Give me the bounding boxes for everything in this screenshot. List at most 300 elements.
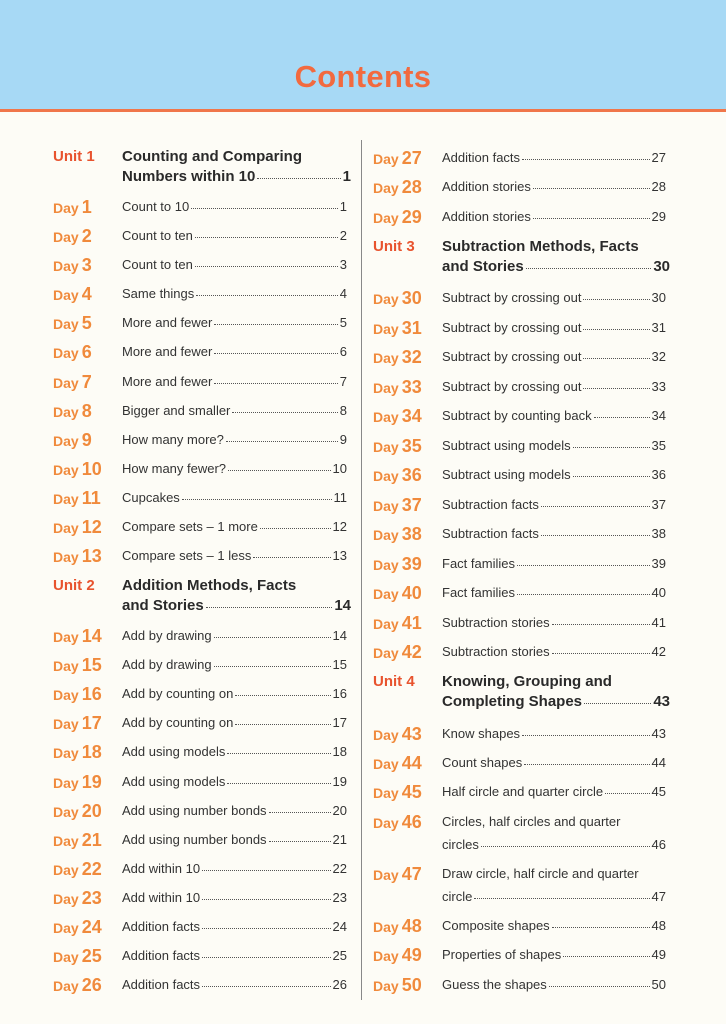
entry-title-line1: Draw circle, half circle and quarter [442, 866, 639, 881]
day-number: 28 [401, 177, 422, 197]
entry-title-text: Subtract by counting back [442, 408, 592, 423]
day-label [373, 554, 422, 575]
day-number: 16 [81, 684, 102, 704]
day-word: Day [373, 151, 399, 167]
entry-title-text: Add by counting on [122, 686, 234, 701]
page-number: 2 [339, 228, 347, 243]
day-word: Day [373, 586, 399, 602]
toc-day-entry[interactable] [0, 724, 726, 754]
day-number: 43 [401, 724, 422, 744]
page-number: 23 [332, 890, 347, 905]
page-number: 3 [339, 257, 347, 272]
page-number: 20 [332, 803, 347, 818]
leader-dots [583, 357, 649, 359]
day-word: Day [53, 491, 79, 507]
page-number: 30 [651, 290, 666, 305]
entry-title-text: Addition facts [122, 919, 201, 934]
day-number: 40 [401, 583, 422, 603]
day-number: 6 [81, 342, 92, 362]
day-word: Day [373, 919, 399, 935]
entry-title [442, 497, 666, 512]
day-word: Day [373, 498, 399, 514]
day-number: 37 [401, 495, 422, 515]
entry-title-text: Subtract using models [442, 467, 571, 482]
toc-day-entry[interactable] [0, 436, 726, 466]
day-number: 33 [401, 377, 422, 397]
entry-title-text: circles [442, 837, 479, 852]
entry-title-text: Add within 10 [122, 861, 201, 876]
day-label [373, 583, 422, 604]
entry-title [442, 179, 666, 194]
day-word: Day [373, 409, 399, 425]
entry-title-text: Subtraction stories [442, 644, 550, 659]
leader-dots [517, 593, 650, 595]
leader-dots [583, 298, 649, 300]
page-number: 29 [651, 209, 666, 224]
day-label [373, 524, 422, 545]
toc-day-entry[interactable] [0, 916, 726, 946]
day-label [373, 318, 422, 339]
entry-title [442, 615, 666, 630]
entry-title-text: Subtraction stories [442, 615, 550, 630]
leader-dots [202, 898, 330, 900]
day-number: 34 [401, 406, 422, 426]
day-number: 4 [81, 284, 92, 304]
day-word: Day [373, 527, 399, 543]
entry-title-text: Composite shapes [442, 918, 550, 933]
toc-day-entry[interactable] [0, 177, 726, 207]
toc-day-entry[interactable] [0, 495, 726, 525]
toc-day-entry[interactable] [0, 524, 726, 554]
day-word: Day [373, 468, 399, 484]
entry-title [442, 438, 666, 453]
entry-title-text: How many more? [122, 432, 224, 447]
day-word: Day [53, 462, 79, 478]
day-label [373, 945, 422, 966]
page-number: 45 [651, 784, 666, 799]
page-number: 1 [342, 168, 351, 185]
entry-title-text: Addition facts [442, 150, 521, 165]
leader-dots [584, 702, 651, 704]
page-number: 47 [651, 889, 666, 904]
day-number: 36 [401, 465, 422, 485]
page-number: 17 [332, 715, 347, 730]
day-number: 24 [81, 917, 102, 937]
unit-title-text: and Stories [442, 258, 524, 275]
day-number: 45 [401, 782, 422, 802]
day-word: Day [373, 756, 399, 772]
day-number: 50 [401, 975, 422, 995]
leader-dots [549, 985, 650, 987]
page-number: 42 [651, 644, 666, 659]
entry-title-text: Properties of shapes [442, 947, 562, 962]
page-number: 43 [651, 726, 666, 741]
day-word: Day [373, 321, 399, 337]
day-word: Day [53, 804, 79, 820]
entry-title [442, 556, 666, 571]
entry-title [442, 977, 666, 992]
page-number: 11 [333, 490, 347, 505]
day-number: 49 [401, 945, 422, 965]
page-number: 33 [651, 379, 666, 394]
day-number: 12 [81, 517, 102, 537]
entry-title-text: Add by drawing [122, 628, 212, 643]
page-number: 10 [332, 461, 347, 476]
leader-dots [594, 416, 650, 418]
entry-title-text: Add using models [122, 744, 226, 759]
day-word: Day [53, 375, 79, 391]
day-word: Day [373, 380, 399, 396]
page-number: 25 [332, 948, 347, 963]
day-label [373, 347, 422, 368]
leader-dots [522, 734, 649, 736]
toc-day-entry[interactable] [0, 406, 726, 436]
day-number: 7 [81, 372, 92, 392]
day-number: 14 [81, 626, 102, 646]
day-word: Day [53, 862, 79, 878]
day-number: 22 [81, 859, 102, 879]
entry-title-text: More and fewer [122, 374, 213, 389]
day-word: Day [53, 978, 79, 994]
entry-title-text: How many fewer? [122, 461, 227, 476]
day-label [373, 642, 422, 663]
entry-title-text: Subtract by crossing out [442, 349, 582, 364]
day-word: Day [373, 645, 399, 661]
day-word: Day [373, 727, 399, 743]
day-word: Day [373, 815, 399, 831]
entry-title [442, 585, 666, 600]
day-word: Day [373, 210, 399, 226]
day-label [373, 436, 422, 457]
day-number: 46 [401, 812, 422, 832]
day-word: Day [53, 258, 79, 274]
day-word: Day [53, 833, 79, 849]
page-number: 44 [651, 755, 666, 770]
entry-title-text: Subtract by crossing out [442, 379, 582, 394]
entry-title-text: Guess the shapes [442, 977, 547, 992]
toc-day-entry[interactable] [0, 753, 726, 783]
page-number: 48 [651, 918, 666, 933]
leader-dots [552, 652, 650, 654]
day-label [373, 377, 422, 398]
page-number: 36 [651, 467, 666, 482]
page-number: 49 [651, 947, 666, 962]
entry-title-text: Count to ten [122, 228, 193, 243]
day-number: 2 [81, 226, 92, 246]
leader-dots [583, 387, 649, 389]
day-word: Day [373, 180, 399, 196]
entry-title [442, 467, 666, 482]
leader-dots [517, 564, 650, 566]
leader-dots [605, 792, 649, 794]
day-word: Day [53, 229, 79, 245]
page-number: 41 [651, 615, 666, 630]
day-word: Day [53, 629, 79, 645]
day-label [373, 177, 422, 198]
page-number: 19 [332, 774, 347, 789]
entry-title-line1: Circles, half circles and quarter [442, 814, 621, 829]
entry-title-text: Subtract by crossing out [442, 320, 582, 335]
toc-day-entry[interactable] [0, 377, 726, 407]
day-number: 5 [81, 313, 92, 333]
entry-title-text: Subtraction facts [442, 526, 539, 541]
leader-dots [552, 623, 650, 625]
day-number: 9 [81, 430, 92, 450]
leader-dots [573, 446, 650, 448]
day-number: 17 [81, 713, 102, 733]
entry-title [442, 408, 666, 423]
entry-title-text: Addition facts [122, 977, 201, 992]
unit-title-line1: Counting and Comparing [122, 148, 302, 165]
day-label [373, 753, 422, 774]
page-number: 46 [651, 837, 666, 852]
leader-dots [573, 475, 650, 477]
day-label [373, 207, 422, 228]
entry-title-text: More and fewer [122, 315, 213, 330]
unit-title-line1: Knowing, Grouping and [442, 673, 612, 690]
unit-title-line2 [442, 258, 670, 275]
toc-day-entry[interactable] [0, 347, 726, 377]
entry-title-text: Compare sets – 1 more [122, 519, 258, 534]
day-word: Day [53, 775, 79, 791]
toc-day-entry[interactable] [0, 207, 726, 237]
day-word: Day [373, 948, 399, 964]
toc-day-entry[interactable] [0, 812, 726, 852]
day-word: Day [373, 291, 399, 307]
day-word: Day [53, 433, 79, 449]
day-number: 3 [81, 255, 92, 275]
day-word: Day [53, 716, 79, 732]
day-number: 1 [81, 197, 92, 217]
toc-day-entry[interactable] [0, 975, 726, 1005]
day-label [373, 782, 422, 803]
day-number: 42 [401, 642, 422, 662]
entry-title-text: Add by counting on [122, 715, 234, 730]
leader-dots [552, 926, 650, 928]
unit-label: Unit 3 [373, 238, 415, 255]
page-number: 1 [339, 199, 347, 214]
page-number: 38 [651, 526, 666, 541]
entry-title-text: Add within 10 [122, 890, 201, 905]
day-label [373, 613, 422, 634]
toc-unit-entry[interactable] [0, 236, 726, 286]
day-word: Day [53, 316, 79, 332]
day-word: Day [53, 345, 79, 361]
leader-dots [583, 328, 649, 330]
entry-title [442, 320, 666, 335]
leader-dots [526, 267, 652, 269]
toc-day-entry[interactable] [0, 613, 726, 643]
day-number: 20 [81, 801, 102, 821]
day-number: 47 [401, 864, 422, 884]
entry-title [442, 644, 666, 659]
page-number: 35 [651, 438, 666, 453]
page-number: 9 [339, 432, 347, 447]
entry-title-text: Addition stories [442, 179, 531, 194]
page-number: 4 [339, 286, 347, 301]
day-label [373, 288, 422, 309]
page-number: 31 [651, 320, 666, 335]
page-number: 24 [332, 919, 347, 934]
unit-title-line1: Subtraction Methods, Facts [442, 238, 639, 255]
toc-day-entry[interactable] [0, 583, 726, 613]
day-word: Day [53, 200, 79, 216]
day-label [373, 406, 422, 427]
page-number: 39 [651, 556, 666, 571]
unit-title-text: Completing Shapes [442, 693, 583, 710]
page-number: 6 [339, 344, 347, 359]
day-word: Day [53, 745, 79, 761]
entry-title-text: More and fewer [122, 344, 213, 359]
day-number: 31 [401, 318, 422, 338]
entry-title-text: Addition facts [122, 948, 201, 963]
day-number: 23 [81, 888, 102, 908]
entry-title [442, 150, 666, 165]
day-word: Day [53, 404, 79, 420]
day-number: 10 [81, 459, 102, 479]
page-number: 40 [651, 585, 666, 600]
day-number: 29 [401, 207, 422, 227]
leader-dots [522, 158, 649, 160]
day-number: 8 [81, 401, 92, 421]
day-number: 27 [401, 148, 422, 168]
entry-title-text: Subtraction facts [442, 497, 539, 512]
page-number: 18 [332, 744, 347, 759]
unit-label: Unit 2 [53, 577, 95, 594]
entry-title-line2 [442, 889, 666, 904]
page-number: 32 [651, 349, 666, 364]
day-number: 18 [81, 742, 102, 762]
entry-title-text: Subtract by crossing out [442, 290, 582, 305]
day-word: Day [373, 616, 399, 632]
leader-dots [524, 763, 649, 765]
toc-day-entry[interactable] [0, 642, 726, 672]
day-label [373, 916, 422, 937]
leader-dots [474, 897, 649, 899]
entry-title-text: Add by drawing [122, 657, 212, 672]
day-word: Day [53, 287, 79, 303]
page-number: 27 [651, 150, 666, 165]
entry-title-text: Half circle and quarter circle [442, 784, 604, 799]
page-number: 37 [651, 497, 666, 512]
day-number: 44 [401, 753, 422, 773]
entry-title-text: Add using number bonds [122, 832, 267, 847]
entry-title-text: Addition stories [442, 209, 531, 224]
entry-title [442, 726, 666, 741]
day-number: 38 [401, 524, 422, 544]
page-number: 14 [334, 597, 351, 614]
page-number: 16 [332, 686, 347, 701]
day-word: Day [53, 520, 79, 536]
day-word: Day [53, 920, 79, 936]
day-word: Day [53, 687, 79, 703]
day-number: 19 [81, 772, 102, 792]
day-word: Day [373, 785, 399, 801]
day-number: 48 [401, 916, 422, 936]
toc-day-entry[interactable] [0, 945, 726, 975]
day-number: 39 [401, 554, 422, 574]
entry-title-text: Add using models [122, 774, 226, 789]
entry-title-text: Compare sets – 1 less [122, 548, 252, 563]
entry-title [442, 379, 666, 394]
page-number: 21 [332, 832, 347, 847]
day-word: Day [53, 549, 79, 565]
header-banner [0, 0, 726, 112]
entry-title-text: Fact families [442, 585, 515, 600]
entry-title [442, 947, 666, 962]
entry-title-text: Fact families [442, 556, 515, 571]
toc-unit-entry[interactable] [0, 671, 726, 721]
entry-title-text: Same things [122, 286, 195, 301]
toc-day-entry[interactable] [0, 288, 726, 318]
entry-title [442, 349, 666, 364]
day-number: 35 [401, 436, 422, 456]
unit-title-text: Numbers within 10 [122, 168, 256, 185]
day-number: 15 [81, 655, 102, 675]
leader-dots [533, 187, 650, 189]
page-number: 43 [653, 693, 670, 710]
entry-title [442, 784, 666, 799]
entry-title-text: Subtract using models [442, 438, 571, 453]
entry-title-text: Bigger and smaller [122, 403, 231, 418]
day-label [373, 148, 422, 169]
entry-title [442, 526, 666, 541]
entry-title-text: Add using number bonds [122, 803, 267, 818]
day-word: Day [373, 978, 399, 994]
page-number: 7 [339, 374, 347, 389]
entry-title [442, 290, 666, 305]
page-number: 15 [332, 657, 347, 672]
day-number: 21 [81, 830, 102, 850]
entry-title [442, 918, 666, 933]
page-number: 22 [332, 861, 347, 876]
unit-title-line2 [442, 693, 670, 710]
leader-dots [541, 505, 650, 507]
day-label [373, 975, 422, 996]
day-number: 41 [401, 613, 422, 633]
day-label [373, 864, 422, 885]
day-label [373, 812, 422, 833]
entry-title-text: Count to 10 [122, 199, 190, 214]
toc-day-entry[interactable] [0, 554, 726, 584]
toc-day-entry[interactable] [0, 318, 726, 348]
day-word: Day [53, 949, 79, 965]
leader-dots [481, 845, 650, 847]
unit-title-text: and Stories [122, 597, 204, 614]
toc-day-entry[interactable] [0, 465, 726, 495]
day-label [373, 495, 422, 516]
day-number: 30 [401, 288, 422, 308]
toc-day-entry[interactable] [0, 148, 726, 178]
entry-title-text: Cupcakes [122, 490, 180, 505]
page-number: 12 [332, 519, 347, 534]
day-number: 25 [81, 946, 102, 966]
entry-title-text: Count to ten [122, 257, 193, 272]
page-number: 14 [332, 628, 347, 643]
page-number: 5 [339, 315, 347, 330]
leader-dots [563, 955, 649, 957]
page-number: 50 [651, 977, 666, 992]
day-word: Day [373, 439, 399, 455]
entry-title-text: Know shapes [442, 726, 521, 741]
entry-title [442, 209, 666, 224]
page-number: 13 [332, 548, 347, 563]
entry-title [442, 755, 666, 770]
unit-label: Unit 1 [53, 148, 95, 165]
unit-title-line1: Addition Methods, Facts [122, 577, 297, 594]
toc-day-entry[interactable] [0, 782, 726, 812]
day-word: Day [53, 891, 79, 907]
